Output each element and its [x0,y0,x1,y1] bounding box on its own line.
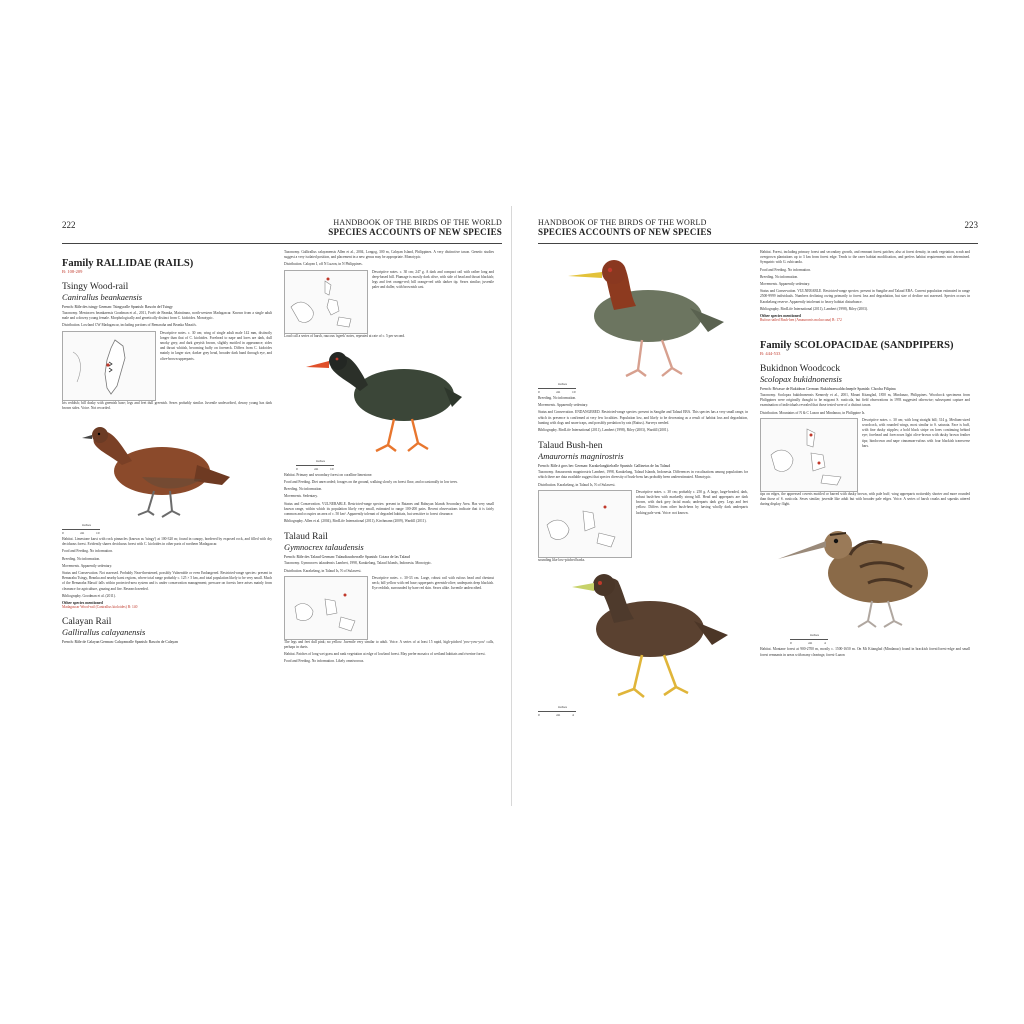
talaud-bush-hen-illustration [538,565,748,705]
scale-line [538,388,576,389]
scale-zero-label: 0 [296,466,298,471]
talaud-rail-illustration [538,250,748,382]
movements-text: Movements. Sedentary. [284,494,318,499]
taxonomy-text: Taxonomy. Mentocrex beankaensis Goodman et al., 2011, Forêt de Beanka, Maintirano, north-western Madagascar. Known from a single adult male and a downy young female. Morphologically and genetically distinct from C. kioloides. Monotypic. [62,311,272,321]
food-text: Food and Feeding. No information. Likely omnivorous. [284,659,365,664]
scale-inches-label: inches [558,705,567,710]
species-name: Talaud Bush-hen [538,441,603,452]
running-title: HANDBOOK OF THE BIRDS OF THE WORLD [333,218,502,227]
scale-ten-label: 10 [96,531,100,536]
species-scientific-name: Scolopax bukidnonensis [760,374,842,385]
page-number-right: 223 [964,220,978,230]
range-map [62,331,156,401]
size-scale [790,633,970,647]
scale-line [62,529,100,530]
descriptive-continued: Iris reddish; bill dusky with greenish base; legs and feet dull greenish. Sexes probably similar. Juvenile undescribed, downy young has dark brown sides. Voice. Not recorded. [62,400,272,410]
other-species-text: Madagascar Wood-rail (Canirallus kioloides) B: 140 [62,605,138,610]
scale-zero-label: 0 [62,531,64,536]
family-title: Family SCOLOPACIDAE (SANDPIPERS) [760,340,954,352]
species-name: Calayan Rail [62,617,112,628]
bibliography-text: Bibliography. BirdLife International (2011), Lambert (1998), Riley (2003). [760,306,868,311]
movements-text: Movements. Apparently sedentary. [538,403,589,408]
scale-cm-label: cm [314,466,319,471]
bibliography-text: Bibliography. Allen et al. (2004), BirdLife International (2011), Kirchmann (2009), Wardill (2011). [284,519,427,524]
bibliography-text: Bibliography. BirdLife International (2011), Lambert (1998), Riley (2003), Wardill (2001). [538,428,669,433]
habitat-text: Habitat. Montane forest at 900-2700 m, mostly c. 1500-1650 m. On Mt Kitanglad (Mindanao) found in brackish forest/forest-edge and small forest remnants in areas with many clearings; forest-Luzon [760,647,970,657]
scale-line [296,465,334,466]
breeding-text: Breeding. No information. [538,396,577,400]
right-column-2 [760,250,970,660]
family-title: Family RALLIDAE (RAILS) [62,258,194,269]
book-spine [511,206,512,806]
scale-four-label: 4 [824,641,826,646]
distribution-text: Distribution. Karakelang, in Talaud Is, N of Sulawesi. [538,482,616,487]
scale-four-label: 4 [572,713,574,718]
descriptive-notes: Descriptive notes. c. 30 cm; probably c. 250 g. A large, large-headed, dark, robust bush-hen with markedly strong bill. Head and upperparts are dark brown, with dark grey facial mask; underparts dark grey. Legs and feet yellow. Differs from other bush-hens by having wholly dark underparts lacking pale vent. Voice: not known. [636,489,748,515]
breeding-text: Breeding. No information. [760,274,799,279]
scale-cm-label: cm [80,531,85,536]
status-text: Status and Conservation. VULNERABLE. Restricted-range species: present in Sangihe and Talaud EBA. Current population estimated in range 2500-9999 individuals. Numbers declining owing primarily to forest loss and degradation, but size of decline not assessed. Species occurs in Karakelang reserve. Apparently intolerant to heavy habitat disturbance. [760,289,970,304]
scale-cm-label: cm [556,390,561,394]
distribution-text: Distribution. Calayan I, off N Luzon, in N Philippines. [284,262,363,267]
species-scientific-name: Canirallus beankaensis [62,292,143,302]
scale-cm-label: cm [808,641,813,646]
left-column-1 [62,250,272,646]
movements-text: Movements. Apparently sedentary. [62,563,113,568]
taxonomy-text: Taxonomy. Amaurornis magnirostris Lambert, 1998, Karakelang, Talaud Islands, Indonesia. Differences in vocalizations among populations for which there are data available suggest that species diversity of bush-hens has probably been underestimated. Monotypic. [538,470,748,480]
scale-ten-label: 10 [330,466,334,471]
species-vernacular-names: French: Râle de Calayan German: Calayanralle Spanish: Rascón de Calayan [62,640,178,645]
running-header-right [538,218,712,237]
descriptive-notes: Descriptive notes. c. 30 cm; wing of single adult male 142 mm, distinctly longer than that of C. kioloides. Forehead to nape and lores are dark, dull smoky grey, and dark greyish brown, slightly mottled in appearance; sides and throat whitish, becoming buffy on foreneck. Differs from C. kioloides mainly in larger size, darker grey head, broader dark band through eye, and olive-brown upperparts. [160,330,272,361]
species-vernacular-names: French: Râle des tsingy German: Tsingyralle Spanish: Rascón del Tsingy [62,305,173,309]
calayan-rail-illustration [284,341,494,459]
habitat-text: Habitat. Patches of long wet grass and rank vegetation at edge of lowland forest. May prefer mosaics of wetland habitats and riverine forest. [284,652,486,657]
running-subtitle: SPECIES ACCOUNTS OF NEW SPECIES [538,227,712,237]
descriptive-continued: tips on edges, the appressed coverts mottled or barred with dusky brown, with pale buff; wing upperparts noticeably shorter and more rounded than those of S. rusticola. Sexes similar; juvenile like adult but with broader pale edges. Voice. A series of harsh croaks and squeaks uttered during display flight. [760,491,970,507]
distribution-text: Distribution. Lowland CW Madagascar, including portions of Bemaraha and Beanka Massifs. [62,323,197,328]
taxonomy-text: Taxonomy. Scolopax bukidnonensis Kennedy et al., 2001, Mount Kitanglad, 1850 m, Mindanao, Philippines. Woodcock specimens from Philippines were originally thought to be migrant S. rusticola, but field observations in 1993 suggested otherwise; subsequent capture and examination of individuals revealed that those tested were of a distinct taxon. [760,393,970,408]
left-page [62,206,502,806]
tsingy-wood-rail-illustration [62,413,272,523]
species-vernacular-names: French: Bécasse de Bukidnon German: Bukidnonwaldschnepfe Spanish: Chocha Filipina [760,387,896,392]
range-map [284,576,368,640]
habitat-text: Habitat. Limestone karst with rock pinnacles (known as 'tsingy') at 100-320 m; found in canopy, bordered by exposed rock, and filled with dry deciduous forest. Evidently shares deciduous forest with C. kioloides in other parts of northern Madagascar. [62,537,272,547]
size-scale [296,459,494,473]
right-page [538,206,978,806]
size-scale [62,523,272,537]
habitat-text: Habitat. Primary and secondary forest on coralline limestone. [284,472,373,477]
movements-text: Movements. Apparently sedentary. [760,282,811,287]
running-header-left [328,218,502,237]
other-species-heading: Other species mentioned [760,314,801,319]
range-map [760,418,858,492]
scale-inches-label: inches [810,633,819,638]
descriptive-notes: Descriptive notes. c. 30 cm; 247 g. A dark and compact rail with rather long and deep-based bill. Plumage is mostly dark olive, with side of head and throat blackish; legs and feet orange-red; bill orange-red with darker tip. Sexes similar; juvenile paler and duller, with brownish cast. [372,269,494,290]
species-name: Talaud Rail [284,532,328,543]
species-name: Tsingy Wood-rail [62,282,129,292]
scale-inches-label: inches [558,382,567,386]
distribution-text: Distribution. Karakelang, in Talaud Is, N of Sulawesi. [284,568,362,573]
right-column-1 [538,250,748,719]
species-vernacular-names: French: Râle des Talaud German: Talaudtaucherralle Spanish: Cotara de las Talaud [284,555,410,560]
taxonomy-text: Taxonomy. Gallirallus calayanensis Allen et al., 2004, Longog, 300 m, Calayan Island, Philippines. A very distinctive taxon. Genetic studies suggest a very isolated position, and placement in a new genus may be appropriate. Monotypic. [284,250,494,260]
range-map [538,490,632,558]
scale-zero-label: 0 [790,641,792,646]
running-title: HANDBOOK OF THE BIRDS OF THE WORLD [538,218,707,227]
page-number-left: 222 [62,220,76,230]
descriptive-notes: Descriptive notes. c. 30-33 cm. Large, robust rail with rufous head and chestnut neck; bill yellow with red base; upperparts greenish-olive; underparts deep blackish. Eye reddish, surrounded by bare red skin. Sexes alike. Juvenile undescribed. [372,575,494,591]
scale-cm-label: cm [556,713,561,718]
species-name: Bukidnon Woodcock [760,364,841,375]
bukidnon-woodcock-illustration [760,509,970,633]
header-rule [538,243,978,244]
breeding-text: Breeding. No information. [284,487,323,492]
scale-inches-label: inches [316,458,325,463]
species-scientific-name: Gymnocrex talaudensis [284,542,364,553]
food-text: Food and Feeding. Diet unrecorded; forages on the ground, walking slowly on forest floor, and occasionally in low trees. [284,480,458,485]
species-scientific-name: Gallirallus calayanensis [62,627,146,638]
running-subtitle: SPECIES ACCOUNTS OF NEW SPECIES [328,227,502,237]
voice-caption: sounding like low-pitched barks. [538,557,586,562]
distribution-text: Distribution. Mountains of N & C Luzon and Mindanao, in Philippine Is. [760,410,866,415]
taxonomy-text: Taxonomy. Gymnocrex talaudensis Lambert, 1998, Karakelang, Talaud Islands, Indonesia. Monotypic. [284,561,432,566]
size-scale [538,705,748,719]
size-scale [538,382,748,396]
status-text: Status and Conservation. Not assessed. Probably Near-threatened, possibly Vulnerable or even Endangered. Restricted-range species: present in Bemaraha Tsingy, Beanka and nearby karst regions, where total range probably c. 125 × 5 km, and total population likely to be very small. Much of the Bemaraha Massif falls within protected-area system and is under conservation management; pressure on forests here arises mainly from clearance for agriculture, grazing and fire. Research needed. [62,571,272,591]
descriptive-continued: The legs and feet dull pink; no yellow. Juvenile very similar to adult. Voice. A series of at least 15 rapid, high-pitched 'yow-yow-yow' calls, perhaps in duets. [284,639,494,650]
descriptive-notes: Descriptive notes. c. 30 cm; with long straight bill; 314 g. Medium-sized woodcock, with rounded wings, most similar to S. saturata. Face is buff, with fine dusky stipples; a bold black stripe on lores continuing behind eye; forehead and forecrown light olive-brown with dusky brown feather tips; hindcrown and nape cinnamon-rufous with four blackish transverse bars. [862,417,970,448]
status-text: Status and Conservation. ENDANGERED. Restricted-range species: present in Sangihe and Talaud EBA. This species has a very small range, in which its presence is confirmed at very few localities. Population low, and likely to be decreasing as a result of habitat loss and degradation, hunting with dogs and snare traps, and possibly predation by rats (Rattus). Surveys needed. [538,410,748,425]
other-species-text: Rufous-tailed Bush-hen (Amaurornis moluccana) B: 172 [760,318,842,323]
voice-caption: Loud call a series of harsh, raucous 'ngeek' notes, repeated at rate of c. 5 per second. [284,333,406,338]
scale-zero-label: 0 [538,713,540,718]
other-species-heading: Other species mentioned [62,601,103,606]
bibliography-text: Bibliography. Goodman et al. (2011). [62,593,116,598]
scale-ten-label: 10 [572,390,576,394]
food-text: Food and Feeding. No information. [760,267,811,272]
scale-zero-label: 0 [538,390,540,394]
scale-line [538,711,576,712]
family-ref: B: 108-209 [62,269,83,274]
range-map [284,270,368,334]
breeding-text: Breeding. No information. [62,556,101,561]
left-column-2 [284,250,494,667]
scale-line [790,639,828,640]
header-rule [62,243,502,244]
species-vernacular-names: French: Râle à gros bec German: Karakelangkielralle Spanish: Gallinetas de las Talaud [538,464,671,469]
habitat-text: Habitat. Forest, including primary forest and secondary growth, and remnant forest patches; also at forest density, in rank vegetation, scrub and overgrown plantations up to 3 km from forest edge. Tends to the rarer habitat modification, and prefers habitat requirements not determined. Sympatric with G. rubicunda. [760,250,970,265]
food-text: Food and Feeding. No information. [62,549,113,554]
scale-inches-label: inches [82,523,91,528]
status-text: Status and Conservation. VULNERABLE. Restricted-range species: present in Batanes and Babuyan Islands Secondary Area. Has very small known range, within which its population likely very small, estimated to range 100-200 pairs. Recent observations indicate that it is fairly common and occupies an area of c. 50 km². Apparently tolerant of degraded habitats, but sensitive to forest clearance. [284,501,494,517]
species-scientific-name: Amaurornis magnirostris [538,451,624,462]
family-ref: B: 444-533 [760,351,781,357]
